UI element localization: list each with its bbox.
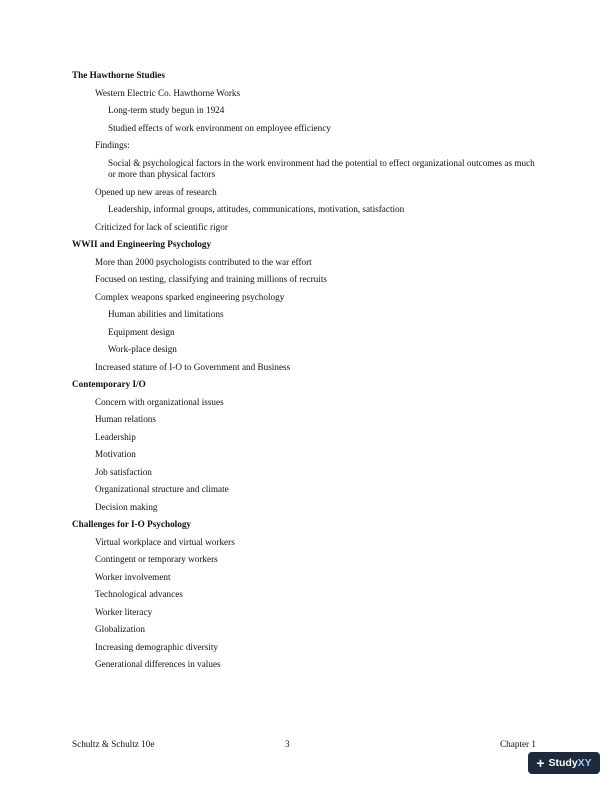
outline-item: Concern with organizational issues (95, 396, 224, 407)
outline-item: Western Electric Co. Hawthorne Works (95, 87, 241, 98)
outline-item: More than 2000 psychologists contributed to the war effort (95, 256, 312, 267)
section-heading: The Hawthorne Studies (72, 70, 165, 80)
outline-item: Generational differences in values (95, 659, 221, 669)
outline-subitem: Work-place design (108, 344, 177, 354)
outline-item: Worker involvement (95, 571, 171, 582)
outline-item: Human relations (95, 414, 156, 424)
outline-subitem: Leadership, informal groups, attitudes, communications, motivation, satisfaction (108, 204, 405, 214)
footer-page-number: 3 (285, 739, 290, 749)
outline-item: Focused on testing, classifying and training millions of recruits (95, 274, 327, 284)
outline-item: Complex weapons sparked engineering psychology (95, 291, 285, 302)
section-heading: Challenges for I-O Psychology (72, 519, 192, 529)
plus-icon: + (536, 755, 545, 771)
outline-subitem: Human abilities and limitations (108, 309, 224, 319)
outline-item: Opened up new areas of research (95, 186, 217, 197)
outline-item: Technological advances (95, 589, 183, 599)
section-heading: WWII and Engineering Psychology (72, 239, 212, 249)
outline-subitem: Studied effects of work environment on employee efficiency (108, 122, 331, 133)
outline-subitem: Equipment design (108, 326, 175, 337)
outline-item: Globalization (95, 624, 146, 634)
outline-item: Criticized for lack of scientific rigor (95, 221, 228, 232)
outline-item: Increasing demographic diversity (95, 641, 218, 652)
outline-item: Increased stature of I-O to Government and Business (95, 361, 291, 372)
outline-item: Organizational structure and climate (95, 484, 229, 494)
outline-item: Motivation (95, 449, 136, 459)
outline-item: Worker literacy (95, 606, 153, 617)
outline-subitem: Social & psychological factors in the work environment had the potential to effect organizational outcomes as much or more than physical factors (108, 157, 535, 179)
outline-subitem: Long-term study begun in 1924 (108, 105, 225, 115)
footer-chapter: Chapter 1 (500, 739, 536, 749)
badge-brand-prefix: Study (548, 757, 578, 769)
outline-item: Job satisfaction (95, 466, 152, 477)
outline-item: Contingent or temporary workers (95, 554, 218, 564)
outline-item: Decision making (95, 501, 158, 512)
lecture-outline (72, 70, 542, 677)
outline-item: Findings: (95, 140, 130, 150)
footer-book-title: Schultz & Schultz 10e (72, 739, 155, 749)
section-heading: Contemporary I/O (72, 379, 146, 389)
studyxy-badge[interactable] (528, 752, 600, 774)
outline-item: Leadership (95, 431, 136, 442)
outline-item: Virtual workplace and virtual workers (95, 536, 235, 547)
badge-brand-suffix: XY (577, 757, 592, 769)
